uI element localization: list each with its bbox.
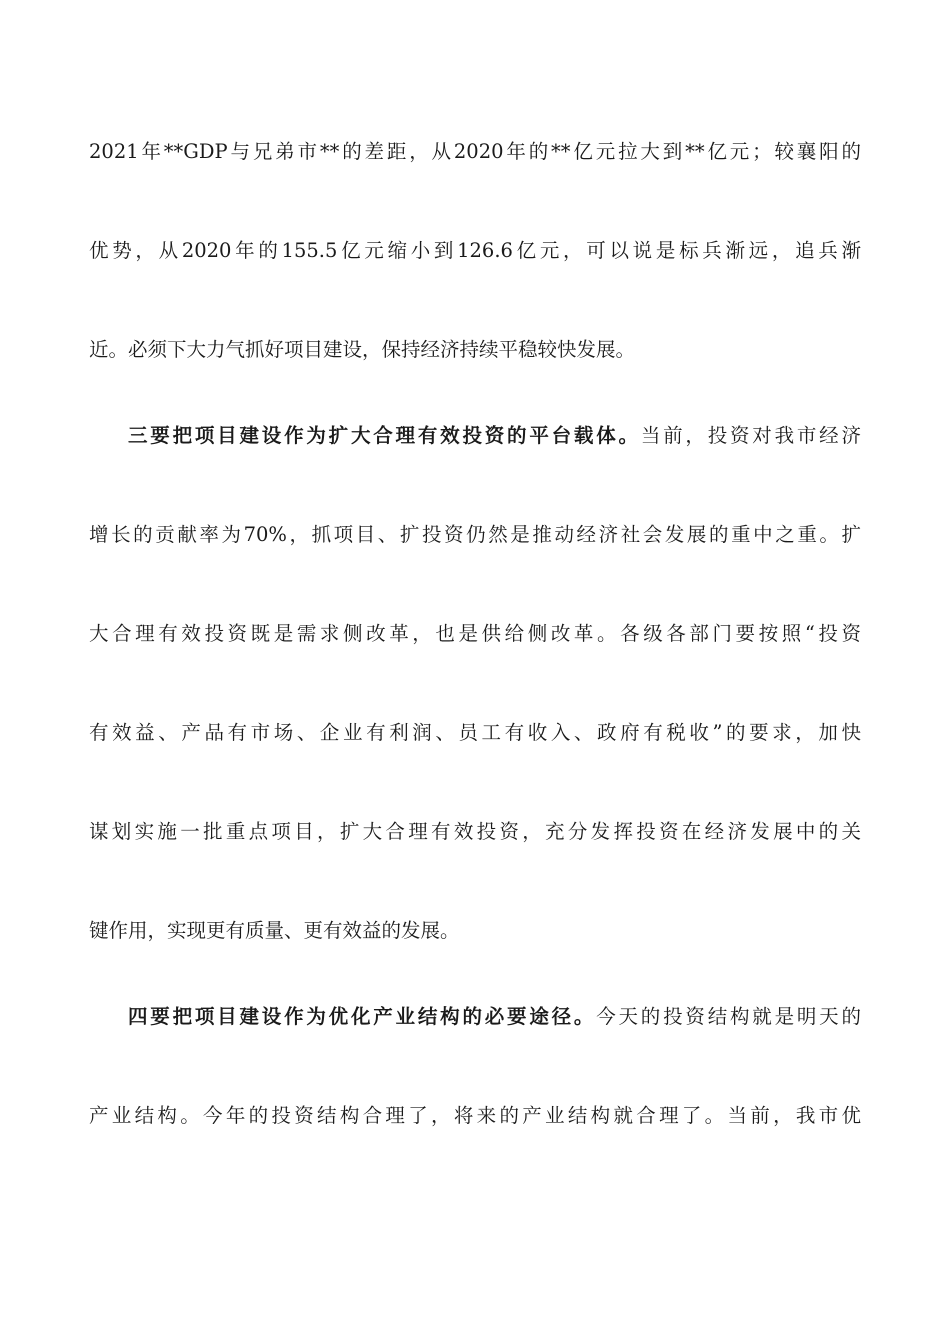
paragraph-2-line-1	[89, 418, 861, 454]
paragraph-2-line-3: 大合理有效投资既是需求侧改革，也是供给侧改革。各级各部门要按照“投资	[89, 622, 861, 645]
paragraph-3-line-1-text: 今天的投资结构就是明天的	[596, 1005, 861, 1028]
paragraph-1-line-3: 近。必须下大力气抓好项目建设，保持经济持续平稳较快发展。	[89, 338, 636, 361]
paragraph-2-line-4: 有效益、产品有市场、企业有利润、员工有收入、政府有税收”的要求，加快	[89, 721, 861, 744]
paragraph-2-heading: 三要把项目建设作为扩大合理有效投资的平台载体。	[128, 424, 641, 447]
paragraph-2-line-2: 增长的贡献率为70%，抓项目、扩投资仍然是推动经济社会发展的重中之重。扩	[89, 523, 861, 546]
paragraph-3-line-1	[89, 999, 861, 1035]
paragraph-1-line-2: 优势，从2020年的155.5亿元缩小到126.6亿元，可以说是标兵渐远，追兵渐	[89, 239, 861, 262]
paragraph-3-heading: 四要把项目建设作为优化产业结构的必要途径。	[128, 1005, 597, 1028]
paragraph-2-line-6: 键作用，实现更有质量、更有效益的发展。	[89, 919, 460, 942]
paragraph-3-line-2: 产业结构。今年的投资结构合理了，将来的产业结构就合理了。当前，我市优	[89, 1104, 861, 1127]
paragraph-2-line-1-text: 当前，投资对我市经济	[640, 424, 861, 447]
paragraph-2-line-5: 谋划实施一批重点项目，扩大合理有效投资，充分发挥投资在经济发展中的关	[89, 820, 861, 843]
paragraph-1-line-1: 2021年**GDP与兄弟市**的差距，从2020年的**亿元拉大到**亿元；较襄阳的	[89, 140, 861, 163]
